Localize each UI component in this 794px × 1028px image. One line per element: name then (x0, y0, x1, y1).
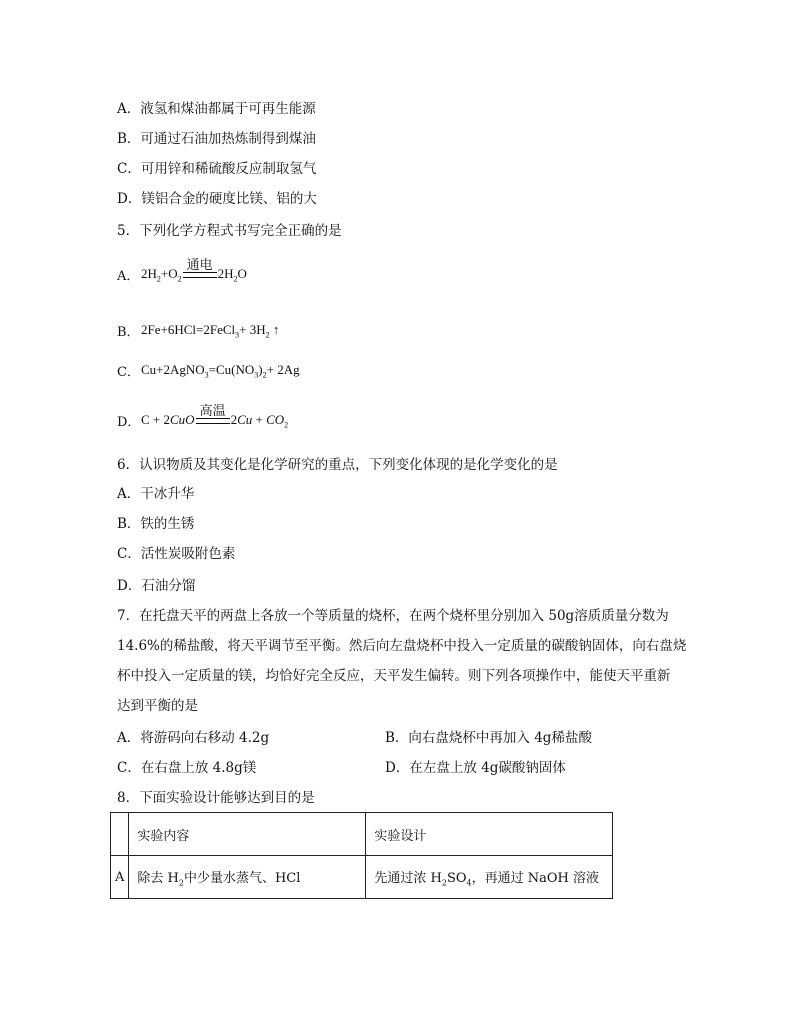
q4-option-d: D．镁铝合金的硬度比镁、铝的大 (117, 191, 317, 207)
q5-option-c-label: C． (117, 365, 140, 380)
q4-option-c: C．可用锌和稀硫酸反应制取氢气 (117, 161, 317, 177)
q5-option-d-equation: C + 2CuO 高温 $2Cu + CO_2$ (141, 404, 289, 430)
q7-stem-line-2: 14.6%的稀盐酸，将天平调节至平衡。然后向左盘烧杯中投入一定质量的碳酸钠固体，向右盘烧 (117, 638, 687, 654)
q6-option-d: D．石油分馏 (117, 578, 196, 594)
q4-option-b: B．可通过石油加热炼制得到煤油 (117, 131, 316, 147)
q5-option-c-equation: $Cu+2AgNO_3=Cu(NO_3)_2+ 2Ag$ (141, 362, 300, 380)
condition-high-temperature: 高温 (196, 412, 230, 428)
q4-option-a: A．液氢和煤油都属于可再生能源 (117, 101, 316, 117)
q6-option-a: A．干冰升华 (117, 486, 195, 502)
q8-experiment-table (110, 812, 613, 899)
q5-option-b-label: B． (117, 325, 140, 340)
q7-option-b: B．向右盘烧杯中再加入 4g稀盐酸 (385, 730, 592, 746)
table-row (111, 856, 613, 899)
q5-option-a-equation: $2H_2+O_2$ 通电 $2H_2O$ (141, 258, 247, 284)
table-header-cell-label (111, 813, 129, 856)
condition-electrolysis: 通电 (183, 266, 217, 282)
table-header-cell-content: 实验内容 (129, 813, 366, 856)
q5-option-d-label: D． (117, 415, 141, 430)
table-cell-label: A (111, 856, 129, 899)
q6-option-c: C．活性炭吸附色素 (117, 546, 236, 562)
q6-stem: 6．认识物质及其变化是化学研究的重点，下列变化体现的是化学变化的是 (117, 457, 558, 473)
q7-option-d: D．在左盘上放 4g碳酸钠固体 (385, 760, 566, 776)
q5-option-a-label: A． (117, 269, 140, 284)
q5-option-b-equation: 2Fe+6HCl=2FeCl$_3$+ $3H_2$ ↑ (141, 322, 280, 340)
q7-option-c: C．在右盘上放 4.8g镁 (117, 760, 257, 776)
table-cell-content: 除去 $H_2$中少量水蒸气、HCl (129, 856, 366, 899)
q7-option-a: A．将游码向右移动 4.2g (117, 730, 270, 746)
table-header-cell-design: 实验设计 (366, 813, 613, 856)
q7-stem-line-1: 7．在托盘天平的两盘上各放一个等质量的烧杯，在两个烧杯里分别加入 50g溶质质量分数为 (117, 608, 669, 624)
q6-option-b: B．铁的生锈 (117, 516, 195, 532)
table-header-row (111, 813, 613, 856)
q7-stem-line-3: 杯中投入一定质量的镁，均恰好完全反应，天平发生偏转。则下列各项操作中，能使天平重新 (117, 668, 671, 684)
q8-stem: 8．下面实验设计能够达到目的是 (117, 790, 315, 806)
table-cell-design: 先通过浓 $H_2SO_4$，再通过 NaOH 溶液 (366, 856, 613, 899)
q5-stem: 5．下列化学方程式书写完全正确的是 (117, 223, 342, 239)
q7-stem-line-4: 达到平衡的是 (117, 698, 198, 714)
